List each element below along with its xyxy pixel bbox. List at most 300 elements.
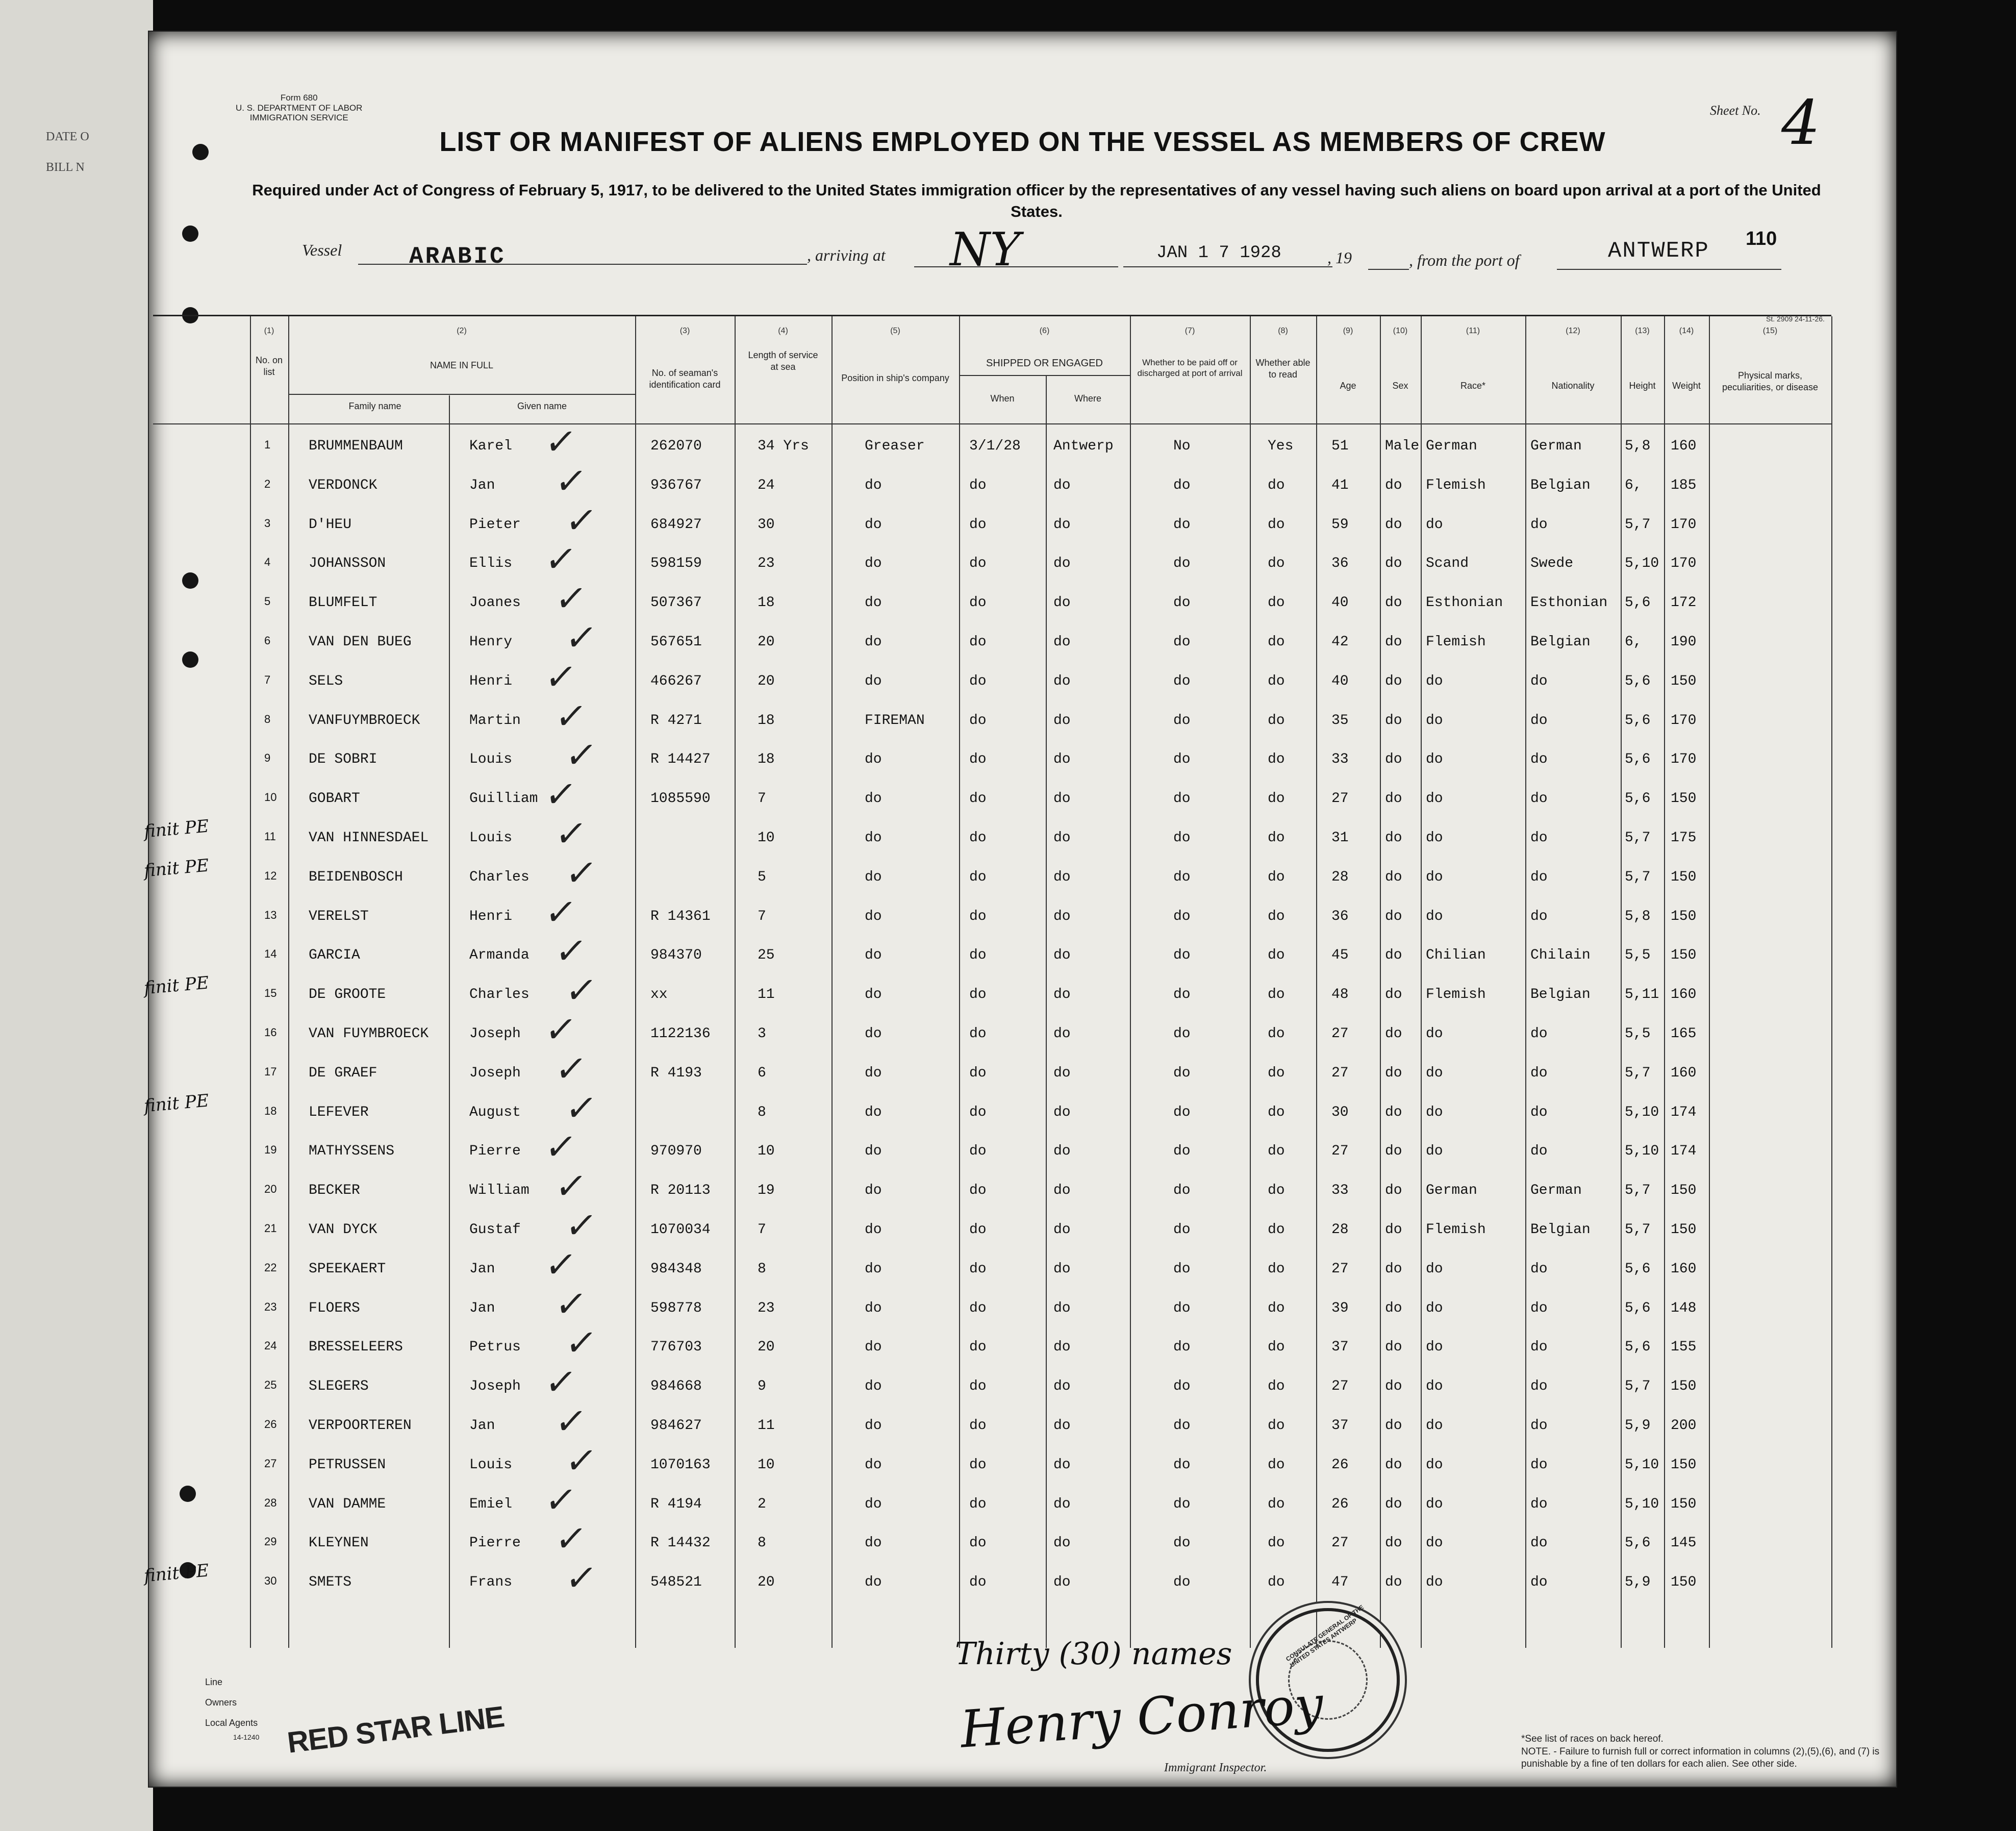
able-to-read-cell: do — [1268, 1104, 1285, 1120]
given-name-cell: Joseph — [469, 1378, 521, 1395]
page-title: LIST OR MANIFEST OF ALIENS EMPLOYED ON THE VESSEL AS MEMBERS OF CREW — [439, 127, 1606, 157]
weight-cell: 174 — [1671, 1143, 1697, 1160]
paid-off-cell: do — [1173, 751, 1191, 768]
table-row — [153, 1009, 1831, 1058]
service-length-cell: 11 — [758, 987, 775, 1003]
sex-cell: do — [1385, 1143, 1402, 1160]
age-cell: 48 — [1331, 987, 1349, 1003]
given-name-cell: Armanda — [469, 947, 530, 964]
shipped-where-cell: do — [1053, 791, 1071, 807]
ship-position-cell: do — [865, 947, 882, 964]
able-to-read-cell: do — [1268, 987, 1285, 1003]
race-cell: do — [1426, 869, 1443, 885]
row-number-cell: 8 — [264, 712, 271, 725]
agents-code: 14-1240 — [233, 1733, 260, 1741]
table-row — [153, 1165, 1831, 1214]
shipped-where-cell: do — [1053, 1222, 1071, 1238]
family-name-cell: SPEEKAERT — [309, 1261, 386, 1277]
shipped-when-cell: do — [969, 1378, 987, 1395]
height-cell: 5,6 — [1625, 791, 1651, 807]
weight-cell: 175 — [1671, 830, 1697, 846]
age-cell: 27 — [1331, 1065, 1349, 1081]
shipped-when-cell: do — [969, 1300, 987, 1316]
shipped-where-cell: do — [1053, 1496, 1071, 1512]
sex-cell: Male — [1385, 438, 1420, 454]
family-name-cell: VAN DEN BUEG — [309, 634, 412, 650]
column-header: Weight — [1672, 381, 1701, 391]
ship-position-cell: do — [865, 791, 882, 807]
column-number: (15) — [1762, 327, 1778, 335]
checkmark-icon: ✓ — [552, 930, 590, 972]
nationality-cell: Belgian — [1530, 1222, 1591, 1238]
shipped-when-cell: do — [969, 1261, 987, 1277]
service-length-cell: 7 — [758, 908, 766, 924]
weight-cell: 160 — [1671, 1065, 1697, 1081]
nationality-cell: do — [1530, 1261, 1548, 1277]
age-cell: 36 — [1331, 908, 1349, 924]
table-row — [153, 969, 1831, 1018]
service-length-cell: 23 — [758, 556, 775, 572]
row-number-cell: 17 — [264, 1065, 277, 1078]
paid-off-cell: do — [1173, 673, 1191, 689]
column-subheader: When — [990, 393, 1015, 404]
seaman-card-number-cell: 1070163 — [650, 1457, 711, 1473]
seaman-card-number-cell: 970970 — [650, 1143, 702, 1160]
given-name-cell: Charles — [469, 987, 530, 1003]
shipped-when-cell: do — [969, 908, 987, 924]
age-cell: 33 — [1331, 1183, 1349, 1199]
shipped-where-cell: do — [1053, 1261, 1071, 1277]
able-to-read-cell: do — [1268, 830, 1285, 846]
shipped-where-cell: do — [1053, 1300, 1071, 1316]
paid-off-cell: do — [1173, 1339, 1191, 1356]
paid-off-cell: do — [1173, 1104, 1191, 1120]
checkmark-icon: ✓ — [552, 578, 590, 620]
sex-cell: do — [1385, 1104, 1402, 1120]
given-name-cell: Gustaf — [469, 1222, 521, 1238]
service-length-cell: 20 — [758, 1574, 775, 1591]
height-cell: 5,5 — [1625, 947, 1651, 964]
paid-off-cell: do — [1173, 1300, 1191, 1316]
checkmark-icon: ✓ — [552, 1400, 590, 1442]
race-cell: Flemish — [1426, 1222, 1486, 1238]
seaman-card-number-cell: R 20113 — [650, 1183, 711, 1199]
column-number: (9) — [1343, 327, 1353, 335]
able-to-read-cell: do — [1268, 1535, 1285, 1551]
height-cell: 5,7 — [1625, 1222, 1651, 1238]
red-star-line-stamp: RED STAR LINE — [285, 1700, 506, 1760]
family-name-cell: SMETS — [309, 1574, 352, 1591]
given-name-cell: Ellis — [469, 556, 513, 572]
table-row — [153, 1047, 1831, 1097]
race-cell: do — [1426, 1026, 1443, 1042]
family-name-cell: BEIDENBOSCH — [309, 869, 403, 885]
sex-cell: do — [1385, 947, 1402, 964]
ship-position-cell: do — [865, 1574, 882, 1591]
age-cell: 28 — [1331, 869, 1349, 885]
ship-position-cell: do — [865, 1339, 882, 1356]
race-cell: do — [1426, 1104, 1443, 1120]
given-name-cell: William — [469, 1183, 530, 1199]
row-number-cell: 30 — [264, 1574, 277, 1588]
row-number-cell: 28 — [264, 1496, 277, 1509]
seaman-card-number-cell: 984668 — [650, 1378, 702, 1395]
service-length-cell: 9 — [758, 1378, 766, 1395]
form-identifier — [236, 93, 362, 123]
paid-off-cell: No — [1173, 438, 1191, 454]
row-number-cell: 13 — [264, 908, 277, 921]
checkmark-icon: ✓ — [542, 421, 579, 463]
sex-cell: do — [1385, 1418, 1402, 1434]
nationality-cell: do — [1530, 1065, 1548, 1081]
able-to-read-cell: do — [1268, 751, 1285, 768]
given-name-cell: Jan — [469, 1418, 495, 1434]
crew-manifest-table — [153, 315, 1831, 1648]
given-name-cell: Guilliam — [469, 791, 538, 807]
seaman-card-number-cell: 262070 — [650, 438, 702, 454]
document-code: St. 2909 24-11-26. — [1766, 315, 1825, 323]
seaman-card-number-cell: R 4271 — [650, 712, 702, 729]
family-name-cell: PETRUSSEN — [309, 1457, 386, 1473]
ship-position-cell: do — [865, 1535, 882, 1551]
row-number-cell: 15 — [264, 987, 277, 1000]
service-length-cell: 10 — [758, 1457, 775, 1473]
service-length-cell: 11 — [758, 1418, 775, 1434]
arriving-label: , arriving at — [807, 246, 886, 264]
shipped-when-cell: do — [969, 516, 987, 533]
shipped-where-cell: do — [1053, 947, 1071, 964]
agents-label: Local Agents — [205, 1718, 258, 1728]
nationality-cell: do — [1530, 869, 1548, 885]
given-name-cell: Pierre — [469, 1143, 521, 1160]
table-row — [153, 1439, 1831, 1489]
shipped-when-cell: do — [969, 1183, 987, 1199]
checkmark-icon: ✓ — [562, 1557, 600, 1599]
seaman-card-number-cell: 567651 — [650, 634, 702, 650]
shipped-when-cell: do — [969, 673, 987, 689]
paid-off-cell: do — [1173, 1418, 1191, 1434]
table-row — [153, 1283, 1831, 1332]
nationality-cell: do — [1530, 1026, 1548, 1042]
margin-note: finit PE — [143, 972, 210, 999]
column-header: Age — [1340, 381, 1356, 391]
service-length-cell: 8 — [758, 1261, 766, 1277]
race-cell: do — [1426, 1457, 1443, 1473]
age-cell: 28 — [1331, 1222, 1349, 1238]
race-cell: Chilian — [1426, 947, 1486, 964]
shipped-where-cell: do — [1053, 869, 1071, 885]
height-cell: 5,6 — [1625, 1300, 1651, 1316]
shipped-when-cell: do — [969, 1104, 987, 1120]
sex-cell: do — [1385, 595, 1402, 611]
shipped-where-cell: do — [1053, 1065, 1071, 1081]
race-cell: do — [1426, 1339, 1443, 1356]
service-length-cell: 8 — [758, 1104, 766, 1120]
column-number: (3) — [679, 327, 690, 335]
table-row — [153, 617, 1831, 666]
checkmark-icon: ✓ — [542, 891, 579, 933]
department-name: U. S. DEPARTMENT OF LABOR — [236, 103, 363, 113]
table-row — [153, 460, 1831, 509]
service-length-cell: 18 — [758, 712, 775, 729]
race-cell: German — [1426, 1183, 1477, 1199]
sex-cell: do — [1385, 1535, 1402, 1551]
weight-cell: 150 — [1671, 791, 1697, 807]
checkmark-icon: ✓ — [562, 851, 600, 894]
family-name-cell: VAN HINNESDAEL — [309, 830, 429, 846]
row-number-cell: 16 — [264, 1026, 277, 1039]
age-cell: 27 — [1331, 1261, 1349, 1277]
margin-note: finit PE — [143, 816, 210, 842]
checkmark-icon: ✓ — [542, 1361, 579, 1403]
shipped-when-cell: do — [969, 712, 987, 729]
column-number: (14) — [1679, 327, 1694, 335]
sex-cell: do — [1385, 791, 1402, 807]
shipped-where-cell: do — [1053, 1418, 1071, 1434]
service-length-cell: 7 — [758, 791, 766, 807]
height-cell: 5,5 — [1625, 1026, 1651, 1042]
ship-position-cell: do — [865, 595, 882, 611]
margin-note: finit PE — [143, 1090, 210, 1117]
nationality-cell: Belgian — [1530, 634, 1591, 650]
shipped-when-cell: do — [969, 1535, 987, 1551]
service-length-cell: 2 — [758, 1496, 766, 1512]
column-number: (8) — [1278, 327, 1288, 335]
shipped-when-cell: do — [969, 869, 987, 885]
row-number-cell: 23 — [264, 1300, 277, 1313]
checkmark-icon: ✓ — [542, 773, 579, 816]
column-header: Whether to be paid off or discharged at port of arrival — [1137, 358, 1243, 379]
checkmark-icon: ✓ — [542, 1009, 579, 1050]
column-number: (1) — [264, 327, 274, 335]
seaman-card-number-cell: 776703 — [650, 1339, 702, 1356]
nationality-cell: do — [1530, 1574, 1548, 1591]
able-to-read-cell: do — [1268, 673, 1285, 689]
weight-cell: 150 — [1671, 1457, 1697, 1473]
column-header: Whether able to read — [1255, 358, 1311, 380]
column-header: Length of service at sea — [748, 350, 818, 372]
height-cell: 6, — [1625, 477, 1642, 493]
column-header: Height — [1629, 381, 1656, 391]
row-number-cell: 1 — [264, 438, 271, 451]
shipped-when-cell: do — [969, 1026, 987, 1042]
paid-off-cell: do — [1173, 712, 1191, 729]
seaman-card-number-cell: 1122136 — [650, 1026, 711, 1042]
shipped-when-cell: do — [969, 1222, 987, 1238]
sex-cell: do — [1385, 1026, 1402, 1042]
column-number: (5) — [890, 327, 900, 335]
nationality-cell: do — [1530, 751, 1548, 768]
nationality-cell: Belgian — [1530, 477, 1591, 493]
height-cell: 5,8 — [1625, 908, 1651, 924]
weight-cell: 170 — [1671, 516, 1697, 533]
age-cell: 27 — [1331, 1535, 1349, 1551]
table-row — [153, 1400, 1831, 1449]
age-cell: 31 — [1331, 830, 1349, 846]
paid-off-cell: do — [1173, 634, 1191, 650]
shipped-where-cell: do — [1053, 477, 1071, 493]
sheet-label: Sheet No. — [1710, 103, 1761, 118]
nationality-cell: do — [1530, 1535, 1548, 1551]
service-length-cell: 23 — [758, 1300, 775, 1316]
paid-off-cell: do — [1173, 869, 1191, 885]
given-name-cell: Jan — [469, 1300, 495, 1316]
shipped-where-cell: do — [1053, 516, 1071, 533]
paid-off-cell: do — [1173, 947, 1191, 964]
shipped-where-cell: do — [1053, 1026, 1071, 1042]
paid-off-cell: do — [1173, 1222, 1191, 1238]
sex-cell: do — [1385, 673, 1402, 689]
given-name-cell: Martin — [469, 712, 521, 729]
sex-cell: do — [1385, 556, 1402, 572]
checkmark-icon: ✓ — [562, 1322, 600, 1364]
age-cell: 37 — [1331, 1418, 1349, 1434]
table-row — [153, 1478, 1831, 1528]
vessel-name: ARABIC — [409, 243, 506, 270]
table-row — [153, 1557, 1831, 1606]
sex-cell: do — [1385, 1339, 1402, 1356]
shipped-when-cell: do — [969, 947, 987, 964]
weight-cell: 160 — [1671, 1261, 1697, 1277]
column-number: (11) — [1466, 327, 1480, 335]
failure-note: NOTE. - Failure to furnish full or correct information in columns (2),(5),(6), and (7) is punishable by a fine of ten dollars for each alien. See other side. — [1521, 1746, 1880, 1770]
vessel-label: Vessel — [302, 241, 342, 259]
height-cell: 5,11 — [1625, 987, 1659, 1003]
table-row — [153, 1087, 1831, 1136]
nationality-cell: do — [1530, 1300, 1548, 1316]
race-cell: do — [1426, 1418, 1443, 1434]
ship-position-cell: do — [865, 673, 882, 689]
age-cell: 27 — [1331, 791, 1349, 807]
weight-cell: 165 — [1671, 1026, 1697, 1042]
ship-position-cell: do — [865, 869, 882, 885]
table-row — [153, 930, 1831, 979]
age-cell: 27 — [1331, 1143, 1349, 1160]
nationality-cell: German — [1530, 1183, 1582, 1199]
ship-position-cell: do — [865, 1457, 882, 1473]
nationality-cell: do — [1530, 516, 1548, 533]
checkmark-icon: ✓ — [552, 1165, 590, 1208]
able-to-read-cell: do — [1268, 947, 1285, 964]
table-row — [153, 1518, 1831, 1567]
height-cell: 5,6 — [1625, 1535, 1651, 1551]
sex-cell: do — [1385, 1261, 1402, 1277]
height-cell: 5,7 — [1625, 516, 1651, 533]
height-cell: 5,7 — [1625, 1065, 1651, 1081]
given-name-cell: Petrus — [469, 1339, 521, 1356]
ship-position-cell: do — [865, 830, 882, 846]
weight-cell: 150 — [1671, 1222, 1697, 1238]
margin-note: finit PE — [143, 855, 210, 882]
race-cell: do — [1426, 751, 1443, 768]
family-name-cell: BRUMMENBAUM — [309, 438, 403, 454]
shipped-where-cell: do — [1053, 1339, 1071, 1356]
paid-off-cell: do — [1173, 595, 1191, 611]
seaman-card-number-cell: 1085590 — [650, 791, 711, 807]
height-cell: 6, — [1625, 634, 1642, 650]
weight-cell: 170 — [1671, 556, 1697, 572]
weight-cell: 150 — [1671, 1574, 1697, 1591]
inspector-signature: Henry Conroy — [958, 1674, 1325, 1760]
shipped-where-cell: do — [1053, 1378, 1071, 1395]
given-name-cell: Louis — [469, 1457, 513, 1473]
service-length-cell: 5 — [758, 869, 766, 885]
ship-position-cell: do — [865, 1143, 882, 1160]
age-cell: 42 — [1331, 634, 1349, 650]
checkmark-icon: ✓ — [562, 969, 600, 1012]
row-number-cell: 3 — [264, 516, 271, 530]
sex-cell: do — [1385, 634, 1402, 650]
checkmark-icon: ✓ — [562, 499, 600, 541]
nationality-cell: do — [1530, 1378, 1548, 1395]
row-number-cell: 12 — [264, 869, 277, 882]
owners-label: Owners — [205, 1697, 237, 1708]
race-cell: do — [1426, 1143, 1443, 1160]
weight-cell: 170 — [1671, 712, 1697, 729]
weight-cell: 145 — [1671, 1535, 1697, 1551]
service-name: IMMIGRATION SERVICE — [249, 113, 348, 123]
row-number-cell: 10 — [264, 791, 277, 804]
seaman-card-number-cell: R 14361 — [650, 908, 711, 924]
checkmark-icon: ✓ — [562, 617, 600, 659]
row-number-cell: 27 — [264, 1457, 277, 1470]
given-name-cell: Henri — [469, 673, 513, 689]
given-name-cell: Joseph — [469, 1065, 521, 1081]
weight-cell: 150 — [1671, 908, 1697, 924]
inspector-label: Immigrant Inspector. — [1164, 1761, 1267, 1774]
row-number-cell: 2 — [264, 477, 271, 490]
age-cell: 26 — [1331, 1457, 1349, 1473]
sex-cell: do — [1385, 987, 1402, 1003]
age-cell: 59 — [1331, 516, 1349, 533]
nationality-cell: do — [1530, 1457, 1548, 1473]
weight-cell: 160 — [1671, 987, 1697, 1003]
row-number-cell: 22 — [264, 1261, 277, 1274]
table-row — [153, 891, 1831, 940]
seal-text: CONSULATE GENERAL OF THE UNITED STATES ANTWERP — [1284, 1603, 1365, 1669]
sex-cell: do — [1385, 1574, 1402, 1591]
row-number-cell: 21 — [264, 1222, 277, 1235]
margin-note: finit PE — [143, 1560, 210, 1587]
given-name-cell: Louis — [469, 830, 513, 846]
table-row — [153, 1243, 1831, 1293]
column-header: Physical marks, peculiarities, or disease — [1722, 370, 1819, 392]
shipped-where-cell: do — [1053, 1104, 1071, 1120]
seaman-card-number-cell: 507367 — [650, 595, 702, 611]
able-to-read-cell: do — [1268, 1183, 1285, 1199]
family-name-cell: JOHANSSON — [309, 556, 386, 572]
able-to-read-cell: do — [1268, 556, 1285, 572]
shipped-where-cell: do — [1053, 673, 1071, 689]
height-cell: 5,6 — [1625, 673, 1651, 689]
age-cell: 40 — [1331, 595, 1349, 611]
shipped-when-cell: do — [969, 987, 987, 1003]
sex-cell: do — [1385, 908, 1402, 924]
shipped-when-cell: do — [969, 1457, 987, 1473]
race-cell: German — [1426, 438, 1477, 454]
able-to-read-cell: do — [1268, 477, 1285, 493]
shipped-where-cell: do — [1053, 595, 1071, 611]
able-to-read-cell: do — [1268, 1143, 1285, 1160]
shipped-where-cell: do — [1053, 712, 1071, 729]
height-cell: 5,6 — [1625, 712, 1651, 729]
table-row — [153, 656, 1831, 705]
weight-cell: 150 — [1671, 947, 1697, 964]
family-name-cell: KLEYNEN — [309, 1535, 369, 1551]
nationality-cell: Belgian — [1530, 987, 1591, 1003]
race-cell: do — [1426, 1065, 1443, 1081]
family-name-cell: VANFUYMBROECK — [309, 712, 420, 729]
